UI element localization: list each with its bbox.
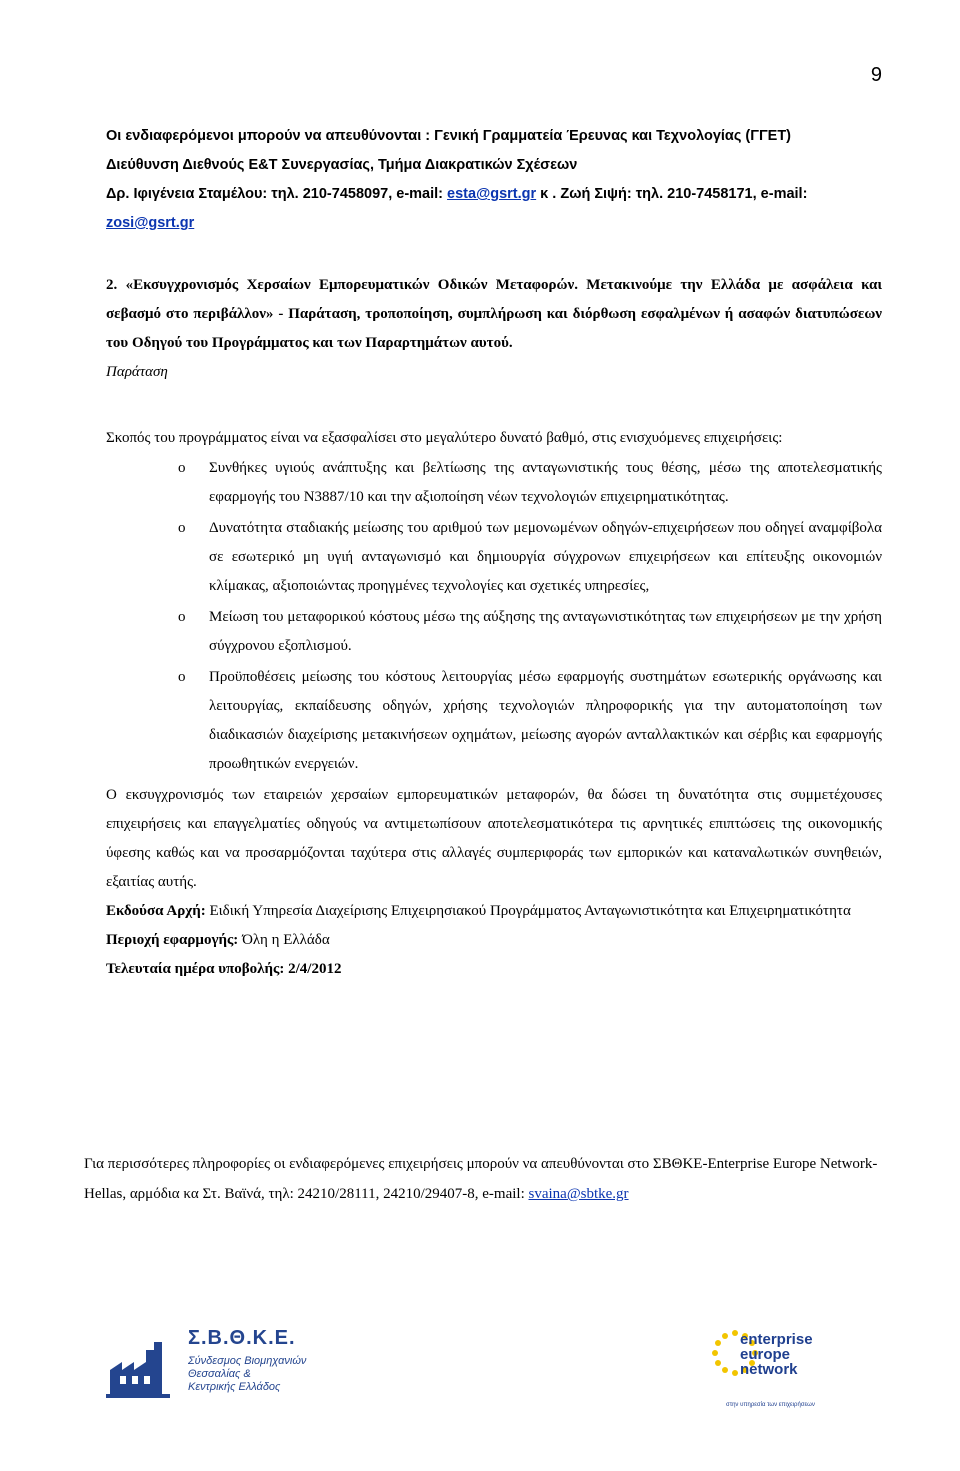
sbtke-logo-title: Σ.Β.Θ.Κ.Ε. [188,1327,296,1349]
section-subtitle: Παράταση [106,364,168,380]
bullet-mark: o [178,669,186,685]
page-number: 9 [870,64,882,86]
een-logo-line-3: network [740,1361,798,1378]
sbtke-logo [106,1325,326,1405]
list-item-text: Μείωση του μεταφορικού κόστους μέσω της αύξησης της ανταγωνιστικότητας των επιχειρήσεων με την χρήση σύγχρονου εξοπλισμού. [209,609,882,654]
sbtke-logo-line-3: Κεντρικής Ελλάδος [188,1381,281,1393]
email-link-zosi[interactable]: zosi@gsrt.gr [106,215,195,231]
list-item [106,454,882,512]
contact-line-1: Οι ενδιαφερόμενοι μπορούν να απευθύνονται : Γενική Γραμματεία Έρευνας και Τεχνολογίας (ΓΓΕΤ) [106,128,792,144]
submission-deadline [106,955,882,984]
een-logo-line-1: enterprise [740,1331,813,1348]
program-purpose [106,424,882,984]
list-item [106,603,882,661]
een-logo-line-2: europe [740,1346,791,1363]
contact-line-3-suffix: κ . Ζωή Σιψή: τηλ. 210-7458171, e-mail: [536,186,808,202]
application-region [106,926,882,955]
closing-paragraph: Ο εκσυγχρονισμός των εταιρειών χερσαίων εμπορευματικών μεταφορών, θα δώσει τη δυνατότητα στις συμμετέχουσες επιχειρήσεις και επαγγελματίες οδηγούς να αντιμετωπίσουν αποτελεσματικότερα τις αρνητικές επιπτώσεις της οικονομικής ύφεσης καθώς και να προσαρμόζονται ταχύτερα στις αλλαγές συμπεριφοράς των εμπορικών και καταναλωτικών συνηθειών, εξαιτίας αυτής. [106,787,882,890]
factory-icon [106,1330,176,1400]
list-item-text: Προϋποθέσεις μείωσης του κόστους λειτουργίας μέσω εφαρμογής συστημάτων εσωτερικής οργάνωσης και λειτουργίας, εκπαίδευσης οδηγών, χρήσης τεχνολογιών πληροφορικής για την αυτοματοποίηση των διαδικασιών διαχείρισης μετακινήσεων οχημάτων, μείωσης αγορών ανταλλακτικών και σέρβις και εφαρμογής προωθητικών ενεργειών. [209,669,882,772]
contact-line-2: Διεύθυνση Διεθνούς Ε&Τ Συνεργασίας, Τμήμα Διακρατικών Σχέσεων [106,157,578,173]
application-region-label: Περιοχή εφαρμογής: [106,932,239,948]
intro-paragraph: Σκοπός του προγράμματος είναι να εξασφαλίσει στο μεγαλύτερο δυνατό βαθμό, στις ενισχυόμενες επιχειρήσεις: [106,430,783,446]
bullet-mark: o [178,609,186,625]
een-logo-tagline: στην υπηρεσία των επιχειρήσεων [726,1402,815,1408]
footer-contact-text: Για περισσότερες πληροφορίες οι ενδιαφερόμενες επιχειρήσεις μπορούν να απευθύνονται στο ΣΒΘΚΕ-Enterprise Europe Network-Hellas, αρμόδια κα Στ. Βαϊνά, τηλ: 24210/28111, 24210/29407-8, e-mail: [84,1156,878,1202]
list-item-text: Δυνατότητα σταδιακής μείωσης του αριθμού των μεμονωμένων οδηγών-επιχειρήσεων που οδηγεί αναμφίβολα σε εσωτερικό μη υγιή ανταγωνισμό και δημιουργία σύγχρονων επιχειρήσεων και επίτευξης οικονομιών κλίμακας, αξιοποιώντας προηγμένες τεχνολογίες και σχετικές υπηρεσίες, [209,520,882,594]
issuing-authority-label: Εκδούσα Αρχή: [106,903,206,919]
list-item [106,663,882,779]
sbtke-logo-line-1: Σύνδεσμος Βιομηχανιών [188,1355,307,1367]
section-block [106,271,882,387]
email-link-svaina[interactable]: svaina@sbtke.gr [528,1186,629,1202]
email-link-esta[interactable]: esta@gsrt.gr [447,186,537,202]
issuing-authority-value: Ειδική Υπηρεσία Διαχείρισης Επιχειρησιακού Προγράμματος Ανταγωνιστικότητα και Επιχειρηματικότητα [205,903,851,919]
application-region-value: Όλη η Ελλάδα [238,932,330,948]
submission-deadline-label: Τελευταία ημέρα υποβολής: 2/4/2012 [106,961,342,977]
bullet-mark: o [178,460,186,476]
issuing-authority [106,897,882,926]
bullet-mark: o [178,520,186,536]
een-logo [710,1318,840,1418]
footer-contact [84,1149,882,1209]
objectives-list [106,454,882,779]
contact-line-3 [106,180,882,238]
section-title: 2. «Εκσυγχρονισμός Χερσαίων Εμπορευματικών Οδικών Μεταφορών. Μετακινούμε την Ελλάδα με ασφάλεια και σεβασμό στο περιβάλλον» - Παράταση, τροποποίηση, συμπλήρωση και διόρθωση εσφαλμένων ή ασαφών διατυπώσεων του Οδηγού του Προγράμματος και των Παραρτημάτων αυτού. [106,277,882,351]
contact-line-3-prefix: Δρ. Ιφιγένεια Σταμέλου: τηλ. 210-7458097, e-mail: [106,186,448,202]
contact-block [106,122,882,238]
list-item [106,514,882,601]
sbtke-logo-line-2: Θεσσαλίας & [188,1368,251,1380]
list-item-text: Συνθήκες υγιούς ανάπτυξης και βελτίωσης της ανταγωνιστικής τους θέσης, μέσω της αποτελεσματικής εφαρμογής του Ν3887/10 και την αξιοποίηση νέων τεχνολογιών επιχειρηματικότητας. [209,460,882,505]
